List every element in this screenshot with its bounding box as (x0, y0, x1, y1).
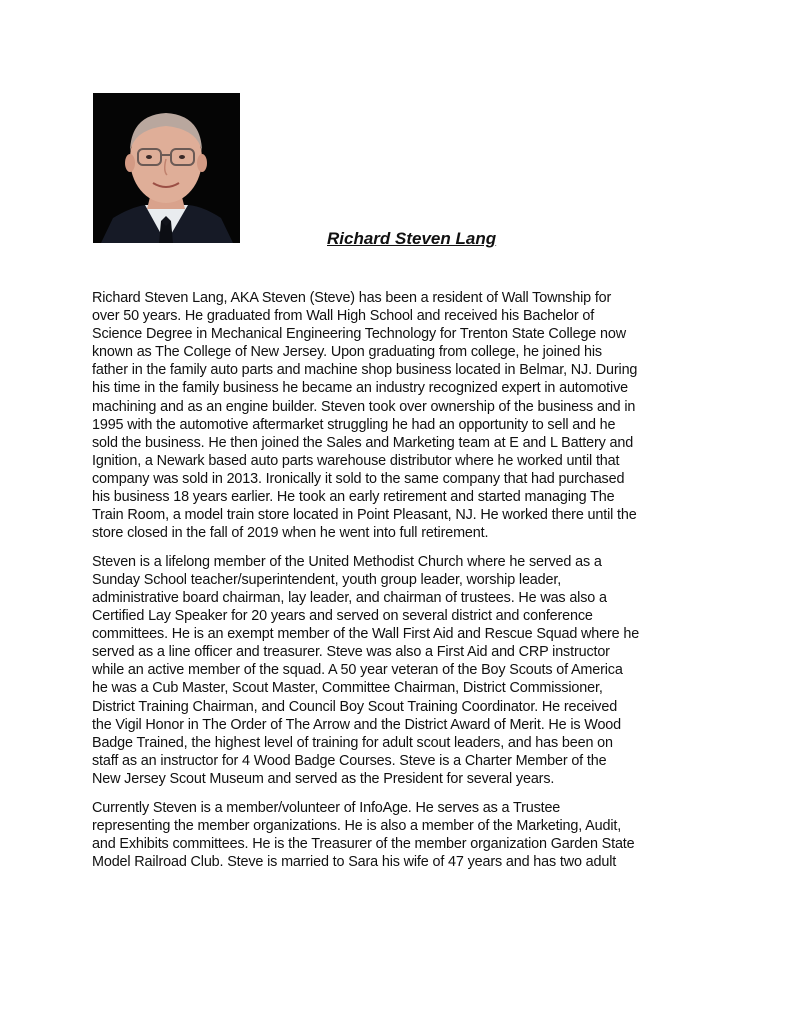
text-line: Model Railroad Club. Steve is married to Sara his wife of 47 years and has two adult (92, 853, 617, 870)
text-line: Richard Steven Lang, AKA Steven (Steve) has been a resident of Wall Township for (92, 290, 612, 306)
text-line: Steven is a lifelong member of the United Methodist Church where he served as a (92, 553, 602, 570)
portrait-photo-icon (93, 93, 240, 243)
text-line: his business 18 years earlier. He took an early retirement and started managing The (92, 489, 615, 506)
text-line: served as a line officer and treasurer. Steve was also a First Aid and CRP instructor (92, 644, 610, 661)
text-line: committees. He is an exempt member of the Wall First Aid and Rescue Squad where he (92, 626, 640, 643)
page-title: Richard Steven Lang (327, 229, 497, 248)
text-line: sold the business. He then joined the Sales and Marketing team at E and L Battery and (92, 434, 634, 451)
text-line: known as The College of New Jersey. Upon graduating from college, he joined his (92, 344, 602, 361)
biography-body (92, 289, 732, 881)
text-line: company was sold in 2013. Ironically it sold to the same company that had purchased (92, 470, 625, 487)
text-line: he was a Cub Master, Scout Master, Committee Chairman, District Commissioner, (92, 680, 603, 697)
text-line: machining and as an engine builder. Steven took over ownership of the business and in (92, 398, 636, 415)
text-line: father in the family auto parts and machine shop business located in Belmar, NJ. During (92, 362, 638, 379)
text-line: Badge Trained, the highest level of training for adult scout leaders, and has been on (92, 734, 613, 751)
text-line: staff as an instructor for 4 Wood Badge Courses. Steve is a Charter Member of the (92, 752, 607, 769)
text-line: Train Room, a model train store located in Point Pleasant, NJ. He worked there until the (92, 507, 637, 524)
text-line: New Jersey Scout Museum and served as the President for several years. (92, 770, 555, 787)
biography-paragraph (92, 289, 732, 542)
text-line: District Training Chairman, and Council Boy Scout Training Coordinator. He received (92, 698, 618, 715)
text-line: the Vigil Honor in The Order of The Arrow and the District Award of Merit. He is Wood (92, 716, 622, 733)
text-line: store closed in the fall of 2019 when he went into full retirement. (92, 525, 489, 542)
text-line: representing the member organizations. He is also a member of the Marketing, Audit, (92, 817, 622, 834)
biography-paragraph (92, 799, 732, 871)
text-line: administrative board chairman, lay leader, and chairman of trustees. He was also a (92, 590, 607, 606)
text-line: while an active member of the squad. A 50 year veteran of the Boy Scouts of America (92, 662, 623, 679)
text-line: 1995 with the automotive aftermarket struggling he had an opportunity to sell and he (92, 416, 616, 433)
text-line: over 50 years. He graduated from Wall High School and received his Bachelor of (92, 308, 595, 325)
text-line: Science Degree in Mechanical Engineering Technology for Trenton State College now (92, 326, 626, 343)
text-line: Ignition, a Newark based auto parts warehouse distributor where he worked until that (92, 452, 620, 469)
text-line: Certified Lay Speaker for 20 years and served on several district and conference (92, 608, 593, 625)
portrait-photo (93, 93, 240, 243)
text-line: his time in the family business he became an industry recognized expert in automotive (92, 380, 628, 397)
text-line: and Exhibits committees. He is the Treasurer of the member organization Garden State (92, 835, 635, 852)
text-line: Currently Steven is a member/volunteer of InfoAge. He serves as a Trustee (92, 799, 561, 816)
biography-paragraph (92, 553, 732, 788)
text-line: Sunday School teacher/superintendent, youth group leader, worship leader, (92, 571, 562, 588)
